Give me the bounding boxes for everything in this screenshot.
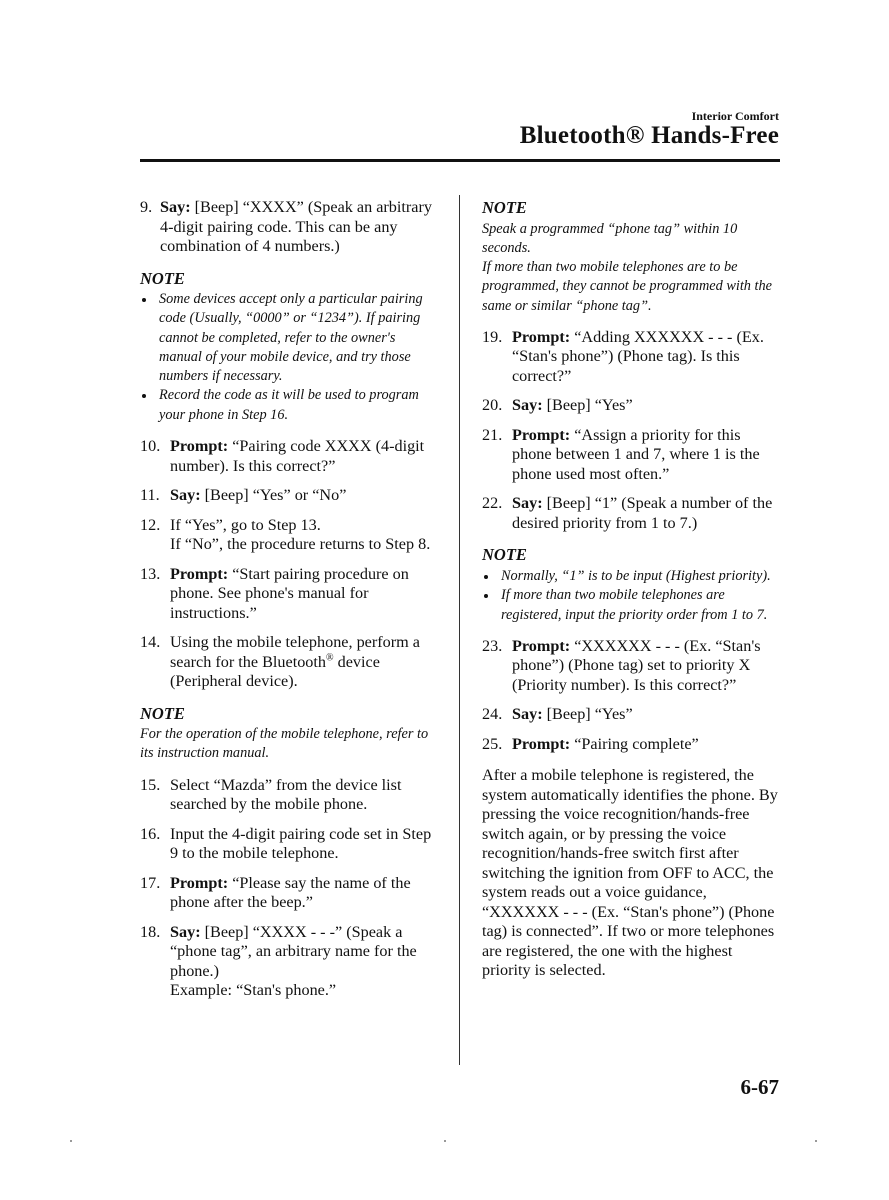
note-title: NOTE (140, 703, 185, 723)
scan-dot (70, 1140, 72, 1142)
step-22 (482, 494, 780, 533)
step-14 (140, 633, 440, 692)
scan-dot (444, 1140, 446, 1142)
right-column (482, 198, 780, 981)
step-number: 15. (140, 775, 161, 794)
step-lead: Say: (170, 922, 201, 941)
step-lead: Prompt: (512, 327, 571, 346)
step-number: 16. (140, 824, 161, 843)
page-number: 6-67 (740, 1075, 779, 1099)
registered-mark: ® (325, 652, 334, 664)
step-lead: Prompt: (170, 437, 229, 456)
note-mobile-operation (140, 704, 440, 764)
note-bullet: Some devices accept only a particular pairing code (Usually, “0000” or “1234”). If pairing cannot be completed, refer to the owner's manual of your mobile device, and try those numbers if necessary. (140, 290, 440, 386)
step-19 (482, 328, 780, 387)
note-phone-tag (482, 198, 780, 316)
note-title: NOTE (482, 545, 527, 565)
step-lead: Say: (512, 705, 543, 724)
step-text: [Beep] “Yes” (542, 396, 633, 415)
step-10 (140, 437, 440, 476)
step-text: [Beep] “Yes” or “No” (200, 486, 347, 505)
step-number: 17. (140, 873, 161, 892)
scan-dot (815, 1140, 817, 1142)
step-text: [Beep] “XXXX - - -” (Speak a “phone tag”, an arbitrary name for the phone.) (170, 922, 417, 980)
step-text: “Pairing complete” (570, 734, 699, 753)
step-number: 23. (482, 636, 503, 655)
step-example: Example: “Stan's phone.” (170, 981, 337, 1000)
step-number: 13. (140, 564, 161, 583)
step-15 (140, 776, 440, 815)
step-text: [Beep] “1” (Speak a number of the desired priority from 1 to 7.) (512, 494, 773, 532)
step-lead: Say: (512, 396, 543, 415)
page-title: Bluetooth® Hands-Free (519, 122, 779, 149)
step-number: 24. (482, 705, 503, 724)
step-text: “Please say the name of the phone after the beep.” (170, 873, 411, 912)
note-text: If more than two mobile telephones are to be programmed, they cannot be programmed with the same or similar “phone tag”. (482, 259, 773, 314)
step-number: 10. (140, 437, 161, 456)
step-11 (140, 486, 440, 506)
body-paragraph: After a mobile telephone is registered, the system automatically identifies the phone. By pressing the voice recognition/hands-free switch again, or by pressing the voice recognition/hands-free switch first after switching the ignition from OFF to ACC, the system reads out a voice guidance, “XXXXXX - - - (Ex. “Stan's phone”) (Phone tag) is connected”. If two or more telephones are registered, the one with the highest priority is selected. (482, 766, 778, 980)
left-column (140, 198, 440, 1011)
step-17 (140, 874, 440, 913)
note-text: Speak a programmed “phone tag” within 10 seconds. (482, 220, 738, 256)
step-lead: Say: (512, 494, 543, 513)
step-text: “Assign a priority for this phone between 1 and 7, where 1 is the phone used most often.” (512, 425, 760, 483)
step-number: 25. (482, 734, 503, 753)
step-9 (140, 198, 440, 257)
step-number: 9. (140, 198, 153, 216)
step-24 (482, 705, 780, 725)
note-text: For the operation of the mobile telephone, refer to its instruction manual. (140, 726, 429, 762)
step-number: 20. (482, 396, 503, 415)
note-title: NOTE (140, 268, 185, 288)
step-text: “Start pairing procedure on phone. See phone's manual for instructions.” (170, 564, 409, 622)
note-pairing-code (140, 269, 440, 426)
step-number: 11. (140, 486, 160, 505)
step-number: 14. (140, 633, 161, 652)
step-23 (482, 637, 780, 696)
note-title: NOTE (482, 198, 527, 217)
step-13 (140, 565, 440, 624)
step-text: device (Peripheral device). (170, 652, 380, 691)
step-text: “Pairing code XXXX (4-digit number). Is this correct?” (170, 437, 425, 475)
step-21 (482, 426, 780, 485)
step-20 (482, 396, 780, 416)
step-text: If “No”, the procedure returns to Step 8. (170, 535, 431, 554)
step-25 (482, 735, 780, 755)
section-label: Interior Comfort (691, 109, 779, 123)
note-bullet: Record the code as it will be used to program your phone in Step 16. (140, 386, 440, 425)
step-lead: Prompt: (170, 564, 229, 583)
note-bullet: If more than two mobile telephones are registered, input the priority order from 1 to 7. (482, 586, 780, 625)
note-bullet: Normally, “1” is to be input (Highest priority). (482, 567, 780, 586)
step-lead: Say: (160, 198, 191, 216)
step-number: 21. (482, 425, 503, 444)
step-text: [Beep] “Yes” (542, 705, 633, 724)
step-text: “XXXXXX - - - (Ex. “Stan's phone”) (Phone tag) set to priority X (Priority number). Is this correct?” (512, 636, 761, 694)
step-number: 12. (140, 515, 161, 534)
step-lead: Prompt: (512, 425, 571, 444)
step-12 (140, 516, 440, 555)
step-text: Input the 4-digit pairing code set in Step 9 to the mobile telephone. (170, 824, 432, 863)
step-lead: Prompt: (170, 873, 229, 892)
step-18 (140, 923, 440, 1001)
column-divider (459, 195, 460, 1065)
step-number: 22. (482, 494, 503, 513)
step-text: If “Yes”, go to Step 13. (170, 515, 321, 534)
step-text: “Adding XXXXXX - - - (Ex. “Stan's phone”) (Phone tag). Is this correct?” (512, 327, 764, 385)
step-lead: Say: (170, 486, 201, 505)
step-16 (140, 825, 440, 864)
step-text: [Beep] “XXXX” (Speak an arbitrary 4-digit pairing code. This can be any combination of 4 numbers.) (160, 198, 432, 255)
step-lead: Prompt: (512, 734, 571, 753)
header-rule (140, 159, 780, 162)
step-lead: Prompt: (512, 636, 571, 655)
step-number: 18. (140, 922, 161, 941)
step-text: Using the mobile telephone, perform a search for the Bluetooth (170, 633, 420, 671)
step-text: Select “Mazda” from the device list searched by the mobile phone. (170, 775, 402, 814)
note-priority (482, 545, 780, 624)
step-number: 19. (482, 327, 503, 346)
